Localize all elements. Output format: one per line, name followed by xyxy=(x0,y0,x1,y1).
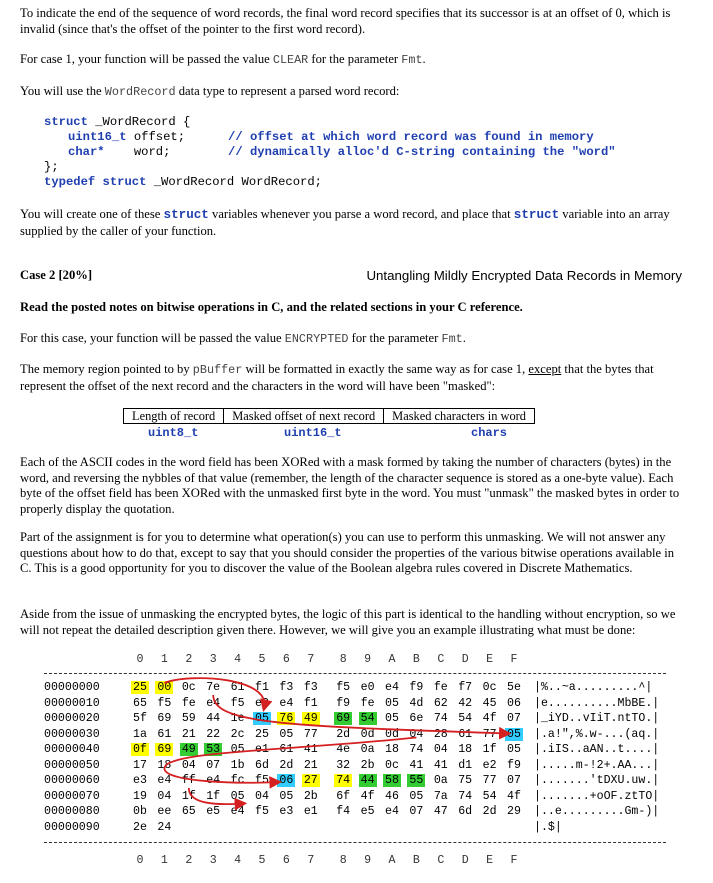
column-label: A xyxy=(388,854,396,867)
hex-offset: 00000050 xyxy=(44,758,100,772)
hex-offset: 00000020 xyxy=(44,712,100,725)
hex-byte: 29 xyxy=(507,805,521,818)
hex-byte: ff xyxy=(181,774,196,787)
hex-byte: 47 xyxy=(433,805,448,818)
ascii-column: |.a!",%.w-...(aq.| xyxy=(534,727,660,741)
hex-byte: 44 xyxy=(359,774,377,787)
hex-offset: 00000000 xyxy=(44,681,100,694)
hex-byte: 65 xyxy=(181,805,196,818)
hex-row xyxy=(44,681,684,697)
hex-byte: 61 xyxy=(157,727,172,741)
hex-byte: e2 xyxy=(255,696,269,710)
hex-byte: fe xyxy=(433,681,448,694)
hex-byte: f9 xyxy=(507,758,521,772)
hex-byte: 05 xyxy=(385,712,399,725)
hex-byte: e4 xyxy=(385,805,399,818)
xor-explanation-paragraph: Each of the ASCII codes in the word field has been XORed with a mask formed by taking the number of characters (bytes) in the word, and reversing the nybbles of that value (remember, the length of the character sequence is stored as a one-byte value). Each byte of the offset field has been XORed with the unmasked first byte in the word. You must "unmask" the masked bytes in order to properly display the quotation. xyxy=(20,455,680,516)
column-label: 5 xyxy=(258,653,266,666)
hex-byte: 6e xyxy=(409,712,424,725)
column-label: E xyxy=(486,653,494,666)
hex-byte: e4 xyxy=(206,696,221,710)
hex-byte: 04 xyxy=(181,758,196,772)
hex-byte: fe xyxy=(360,696,375,710)
hex-offset: 00000070 xyxy=(44,789,100,803)
column-label: C xyxy=(437,854,445,867)
hex-offset: 00000080 xyxy=(44,805,100,818)
hex-byte: 4f xyxy=(507,789,521,803)
hex-byte: d1 xyxy=(458,758,473,772)
intro-paragraph-wordrecord: You will use the WordRecord data type to represent a parsed word record: xyxy=(20,84,400,99)
hex-byte: 04 xyxy=(255,789,269,803)
hex-byte: 07 xyxy=(206,758,221,772)
hex-byte: 2d xyxy=(336,727,351,741)
hex-byte: 24 xyxy=(157,820,172,834)
hex-byte: fc xyxy=(230,774,245,787)
code-offset-line: uint16_t offset; xyxy=(68,130,186,144)
ascii-column: |..e.........Gm-)| xyxy=(534,805,660,818)
column-label: 7 xyxy=(307,653,315,666)
ascii-column: |.....m-!2+.AA...| xyxy=(534,758,660,772)
column-label: 1 xyxy=(160,653,168,666)
hex-byte: 05 xyxy=(279,727,294,741)
hex-byte: fe xyxy=(181,696,196,710)
hex-byte: e4 xyxy=(279,696,294,710)
hex-byte: 05 xyxy=(385,696,399,710)
column-label: 9 xyxy=(364,653,372,666)
hex-byte: 0a xyxy=(433,774,448,787)
hex-byte: 76 xyxy=(277,712,295,725)
hex-byte: e5 xyxy=(206,805,221,818)
hex-byte: 1e xyxy=(230,712,245,725)
hex-byte: 6f xyxy=(336,789,351,803)
hex-byte: 75 xyxy=(458,774,473,787)
column-label: B xyxy=(412,653,420,666)
type-uint16: uint16_t xyxy=(284,426,342,440)
hex-row xyxy=(44,743,684,759)
hex-byte: 2b xyxy=(360,758,375,772)
hex-byte: 69 xyxy=(334,712,352,725)
hex-byte: 45 xyxy=(482,696,497,710)
hex-offset: 00000090 xyxy=(44,820,100,834)
hex-byte: 0b xyxy=(133,805,147,818)
hex-byte: 0f xyxy=(131,743,149,756)
hex-byte: e2 xyxy=(482,758,497,772)
hex-byte: 28 xyxy=(433,727,448,741)
hex-byte: 2d xyxy=(482,805,497,818)
hex-byte: 69 xyxy=(155,743,173,756)
hex-byte: 5f xyxy=(133,712,147,725)
dashed-divider-top xyxy=(44,673,666,674)
hex-byte: e4 xyxy=(385,681,399,694)
code-typedef-line: typedef struct _WordRecord WordRecord; xyxy=(44,175,322,189)
column-label: 2 xyxy=(185,653,193,666)
hex-byte: 74 xyxy=(409,743,424,756)
hex-byte: 04 xyxy=(433,743,448,756)
hex-byte: e4 xyxy=(157,774,172,787)
hex-byte: 32 xyxy=(336,758,351,772)
read-notes-instruction: Read the posted notes on bitwise operations in C, and the related sections in your C reference. xyxy=(20,300,523,314)
hex-byte: f5 xyxy=(157,696,172,710)
hex-byte: 61 xyxy=(458,727,473,741)
hex-byte: 54 xyxy=(458,712,473,725)
column-label: 2 xyxy=(185,854,193,867)
hex-byte: 2d xyxy=(279,758,294,772)
column-label: E xyxy=(486,854,494,867)
hex-byte: 6d xyxy=(255,758,269,772)
column-label: 4 xyxy=(234,854,242,867)
column-label: F xyxy=(510,854,518,867)
hex-byte: 0d xyxy=(360,727,375,741)
column-label: 6 xyxy=(282,854,290,867)
hex-byte: 77 xyxy=(482,774,497,787)
hex-byte: 55 xyxy=(407,774,425,787)
case2-heading xyxy=(20,268,682,284)
hex-offset: 00000040 xyxy=(44,743,100,756)
hex-byte: 05 xyxy=(230,743,245,756)
hex-byte: 0c xyxy=(181,681,196,694)
hex-byte: 21 xyxy=(181,727,196,741)
hex-byte: 77 xyxy=(303,727,318,741)
column-label: A xyxy=(388,653,396,666)
hex-byte: 7e xyxy=(206,681,221,694)
hex-byte: 49 xyxy=(180,743,198,756)
struct-usage-paragraph: You will create one of these struct variables whenever you parse a word record, and place that struct variable into an array supplied by the caller of your function. xyxy=(20,207,670,238)
hex-byte: 74 xyxy=(458,789,473,803)
hex-byte: 46 xyxy=(385,789,399,803)
hex-byte: 53 xyxy=(204,743,222,756)
hex-byte: 05 xyxy=(253,712,271,725)
hex-byte: 2b xyxy=(303,789,318,803)
hex-byte: 2e xyxy=(133,820,147,834)
hex-byte: 42 xyxy=(458,696,473,710)
case2-fmt-paragraph: For this case, your function will be passed the value ENCRYPTED for the parameter Fmt. xyxy=(20,331,466,346)
hex-byte: 17 xyxy=(133,758,147,772)
hex-byte: 04 xyxy=(409,727,424,741)
hex-byte: e4 xyxy=(206,774,221,787)
column-label: 8 xyxy=(339,653,347,666)
table-col-offset: Masked offset of next record xyxy=(224,409,384,424)
column-label: 7 xyxy=(307,854,315,867)
table-col-chars: Masked characters in word xyxy=(384,409,535,424)
hex-byte: 0c xyxy=(482,681,497,694)
code-closing-brace: }; xyxy=(44,160,59,174)
column-label: 1 xyxy=(160,854,168,867)
dashed-divider-bottom xyxy=(44,842,666,843)
hex-byte: f9 xyxy=(336,696,351,710)
hex-byte: f3 xyxy=(303,681,318,694)
hex-byte: 18 xyxy=(385,743,399,756)
hex-byte: e1 xyxy=(255,743,269,756)
ascii-column: |_iYD..vIiT.ntTO.| xyxy=(534,712,660,725)
hex-byte: 41 xyxy=(303,743,318,756)
hex-byte: 0c xyxy=(385,758,399,772)
hex-byte: f5 xyxy=(230,696,245,710)
column-label: 4 xyxy=(234,653,242,666)
hex-byte: 05 xyxy=(230,789,245,803)
ascii-column: |e..........MbBE.| xyxy=(534,696,660,710)
hex-byte: 05 xyxy=(507,743,521,756)
memory-region-paragraph: The memory region pointed to by pBuffer will be formatted in exactly the same way as for case 1, except that the bytes that represent the offset of the next record and the characters in the word will have been "masked": xyxy=(20,362,654,393)
hex-byte: f1 xyxy=(303,696,318,710)
hex-byte: 1f xyxy=(181,789,196,803)
case2-number: Case 2 [20%] xyxy=(20,268,93,282)
hex-byte: ee xyxy=(157,805,172,818)
hex-byte: 49 xyxy=(302,712,320,725)
hex-byte: 62 xyxy=(433,696,448,710)
hex-row xyxy=(44,821,684,837)
column-label: 6 xyxy=(282,653,290,666)
hex-byte: 6d xyxy=(458,805,473,818)
code-word-line: char* word; xyxy=(68,145,171,159)
column-label: D xyxy=(461,854,469,867)
hex-byte: e4 xyxy=(230,805,245,818)
ascii-column: |.iIS..aAN..t....| xyxy=(534,743,660,756)
hex-byte: 1b xyxy=(230,758,245,772)
hex-byte: 4f xyxy=(482,712,497,725)
record-format-table xyxy=(123,408,535,424)
hex-byte: 25 xyxy=(131,681,149,694)
aside-paragraph: Aside from the issue of unmasking the encrypted bytes, the logic of this part is identical to the handling without encryption, so we will not repeat the detailed description given there. However, we will give you an example illustrating what must be done: xyxy=(20,607,676,637)
hex-byte: 18 xyxy=(458,743,473,756)
column-label: 3 xyxy=(209,854,217,867)
hex-byte: f7 xyxy=(458,681,473,694)
hex-byte: 69 xyxy=(157,712,172,725)
hex-byte: 5e xyxy=(507,681,521,694)
hex-byte: 19 xyxy=(133,789,147,803)
code-struct-line: struct _WordRecord { xyxy=(44,115,191,129)
hex-byte: f5 xyxy=(336,681,351,694)
code-word-comment: // dynamically alloc'd C-string containing the "word" xyxy=(228,145,616,159)
hex-row xyxy=(44,697,684,713)
hex-byte: 77 xyxy=(482,727,497,741)
column-label: C xyxy=(437,653,445,666)
hex-row xyxy=(44,774,684,790)
hex-byte: 74 xyxy=(334,774,352,787)
hex-offset: 00000030 xyxy=(44,727,100,741)
hex-row xyxy=(44,728,684,744)
hex-offset: 00000060 xyxy=(44,774,100,787)
column-label: F xyxy=(510,653,518,666)
hex-byte: 54 xyxy=(359,712,377,725)
type-chars: chars xyxy=(471,426,508,440)
hex-byte: e3 xyxy=(133,774,147,787)
hex-byte: 54 xyxy=(482,789,497,803)
hex-byte: e0 xyxy=(360,681,375,694)
column-label: 0 xyxy=(136,854,144,867)
hex-row xyxy=(44,712,684,728)
hex-byte: 58 xyxy=(383,774,401,787)
hex-byte: 1a xyxy=(133,727,147,741)
hex-byte: 41 xyxy=(409,758,424,772)
hex-byte: 61 xyxy=(230,681,245,694)
column-label: 0 xyxy=(136,653,144,666)
hex-byte: 65 xyxy=(133,696,147,710)
hex-byte: e3 xyxy=(279,805,294,818)
table-col-length: Length of record xyxy=(124,409,224,424)
hex-byte: 06 xyxy=(277,774,295,787)
hex-byte: 06 xyxy=(507,696,521,710)
hex-byte: 41 xyxy=(433,758,448,772)
hex-byte: e5 xyxy=(360,805,375,818)
hex-byte: 59 xyxy=(181,712,196,725)
ascii-column: |.$| xyxy=(534,820,562,834)
code-offset-comment: // offset at which word record was found in memory xyxy=(228,130,594,144)
column-label: 5 xyxy=(258,854,266,867)
hex-byte: 07 xyxy=(507,712,521,725)
hex-byte: f1 xyxy=(255,681,269,694)
hex-byte: 27 xyxy=(302,774,320,787)
hex-byte: 18 xyxy=(157,758,172,772)
hex-byte: 44 xyxy=(206,712,221,725)
hex-byte: 04 xyxy=(157,789,172,803)
hex-byte: 07 xyxy=(409,805,424,818)
hex-offset: 00000010 xyxy=(44,696,100,710)
ascii-column: |.......+oOF.ztTO| xyxy=(534,789,660,803)
column-label: 3 xyxy=(209,653,217,666)
case2-title: Untangling Mildly Encrypted Data Records in Memory xyxy=(366,268,682,283)
hex-byte: f5 xyxy=(255,805,269,818)
ascii-column: |.......'tDXU.uw.| xyxy=(534,774,660,787)
hex-row xyxy=(44,805,684,821)
hex-row xyxy=(44,759,684,775)
hex-byte: 21 xyxy=(303,758,318,772)
ascii-column: |%..~a.........^| xyxy=(534,681,653,694)
hex-byte: 4d xyxy=(409,696,424,710)
hex-byte: 61 xyxy=(279,743,294,756)
hex-byte: 05 xyxy=(279,789,294,803)
column-label: D xyxy=(461,653,469,666)
hex-byte: e1 xyxy=(303,805,318,818)
hex-byte: f9 xyxy=(409,681,424,694)
hex-byte: 1f xyxy=(482,743,497,756)
hex-byte: 4f xyxy=(360,789,375,803)
hex-byte: 7a xyxy=(433,789,448,803)
hex-byte: 25 xyxy=(255,727,269,741)
intro-paragraph-end-marker: To indicate the end of the sequence of word records, the final word record specifies that its successor is at an offset of 0, which is invalid (since that's the offset of the pointer to the first word record). xyxy=(20,6,671,36)
hex-byte: f4 xyxy=(336,805,351,818)
hex-byte: 0d xyxy=(385,727,399,741)
hex-byte: 0a xyxy=(360,743,375,756)
hex-byte: 07 xyxy=(507,774,521,787)
hex-byte: f5 xyxy=(255,774,269,787)
hex-byte: 22 xyxy=(206,727,221,741)
hex-byte: 4e xyxy=(336,743,351,756)
hex-byte: 05 xyxy=(409,789,424,803)
type-uint8: uint8_t xyxy=(148,426,199,440)
hex-byte: 2c xyxy=(230,727,245,741)
hex-byte: 05 xyxy=(505,728,523,741)
assignment-part-paragraph: Part of the assignment is for you to determine what operation(s) you can use to perform this unmasking. We will not answer any questions about how to do that, except to say that you should consider the properties of the various bitwise operations available in C. This is a good opportunity for you to discover the value of the Boolean algebra rules covered in Discrete Mathematics. xyxy=(20,530,675,576)
hex-byte: 1f xyxy=(206,789,221,803)
hex-byte: f3 xyxy=(279,681,294,694)
intro-paragraph-case1: For case 1, your function will be passed the value CLEAR for the parameter Fmt. xyxy=(20,52,426,67)
hex-byte: 00 xyxy=(155,681,173,694)
column-label: 9 xyxy=(364,854,372,867)
hex-byte: 74 xyxy=(433,712,448,725)
hex-row xyxy=(44,790,684,806)
column-label: 8 xyxy=(339,854,347,867)
column-label: B xyxy=(412,854,420,867)
